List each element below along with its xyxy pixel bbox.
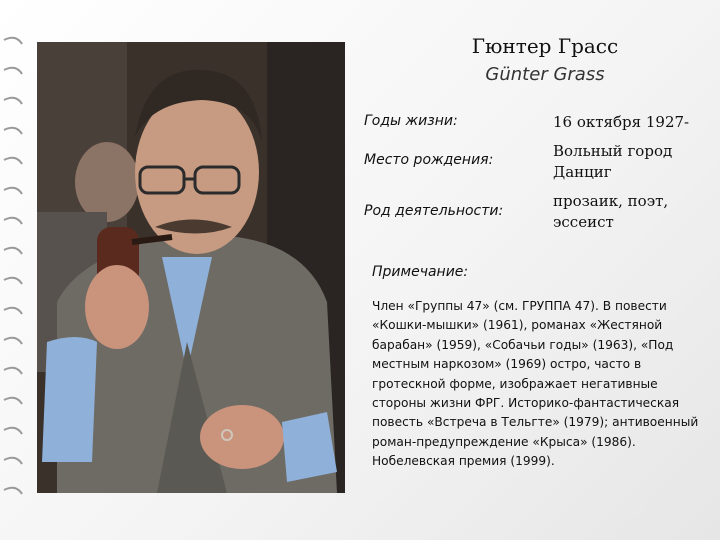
info-label-birthplace: Место рождения: — [364, 152, 494, 168]
info-value-years: 16 октября 1927- — [553, 113, 690, 131]
portrait-photo — [37, 42, 345, 493]
page-title: Гюнтер Грасс — [471, 34, 619, 58]
info-label-occupation: Род деятельности: — [364, 203, 504, 219]
info-value-birthplace: Вольный город Данциг — [553, 142, 673, 181]
page-subtitle: Günter Grass — [485, 64, 605, 85]
info-label-years: Годы жизни: — [364, 113, 458, 129]
note-label: Примечание: — [372, 264, 469, 280]
binder-rings-decoration — [0, 0, 28, 540]
note-text: Член «Группы 47» (см. ГРУППА 47). В повести «Кошки-мышки» (1961), романах «Жестяной барабан» (1959), «Собачьи годы» (1963), «Под местным наркозом» (1969) остро, часто в гротескной форме, изображает негативные стороны жизни ФРГ. Историко-фантастическая повесть «Встреча в Тельгте» (1979); антивоенный роман-предупреждение «Крыса» (1986). Нобелевская премия (1999). — [372, 299, 699, 469]
info-value-occupation: прозаик, поэт, эссеист — [553, 192, 669, 231]
